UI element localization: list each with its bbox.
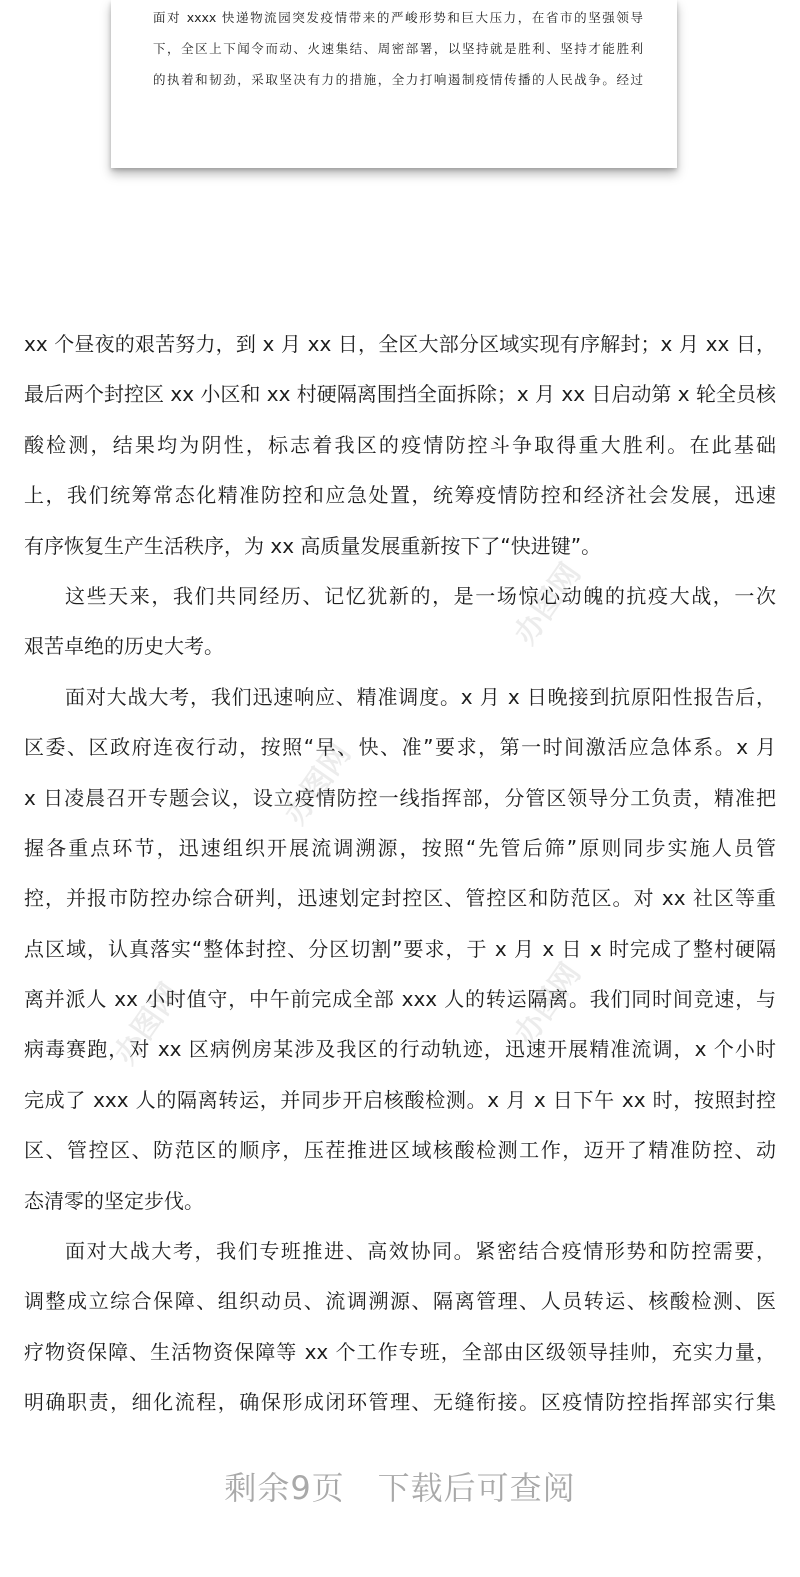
preview-line: 面对 xxxx 快递物流园突发疫情带来的严峻形势和巨大压力，在省市的坚强领导 bbox=[153, 10, 643, 25]
body-line: 面对大战大考，我们迅速响应、精准调度。x 月 x 日晚接到抗原阳性报告后， bbox=[65, 684, 776, 709]
watermark: 办图网 bbox=[107, 977, 189, 1071]
body-line: 区、管控区、防范区的顺序，压茬推进区域核酸检测工作，迈开了精准防控、动 bbox=[24, 1138, 776, 1163]
body-line: xx 个昼夜的艰苦努力，到 x 月 xx 日，全区大部分区域实现有序解封；x 月 xx 日， bbox=[24, 332, 776, 356]
body-line: 完成了 xxx 人的隔离转运，并同步开启核酸检测。x 月 x 日下午 xx 时，按照封控 bbox=[24, 1087, 776, 1112]
body-line: 有序恢复生产生活秩序，为 xx 高质量发展重新按下了“快进键”。 bbox=[24, 533, 602, 558]
body-line: 控，并报市防控办综合研判，迅速划定封控区、管控区和防范区。对 xx 社区等重 bbox=[24, 886, 776, 911]
body-line: 艰苦卓绝的历史大考。 bbox=[24, 634, 224, 659]
document-preview-card bbox=[111, 0, 677, 168]
watermark: 办图网 bbox=[507, 957, 589, 1051]
body-line: x 日凌晨召开专题会议，设立疫情防控一线指挥部，分管区领导分工负责，精准把 bbox=[24, 785, 776, 810]
body-line: 酸检测，结果均为阴性，标志着我区的疫情防控斗争取得重大胜利。在此基础 bbox=[24, 432, 776, 457]
remaining-pages-notice[interactable]: 剩余9页 下载后可查阅 bbox=[224, 1469, 576, 1507]
body-line: 上，我们统筹常态化精准防控和应急处置，统筹疫情防控和经济社会发展，迅速 bbox=[24, 483, 776, 508]
document-body bbox=[24, 319, 776, 1428]
body-line: 明确职责，细化流程，确保形成闭环管理、无缝衔接。区疫情防控指挥部实行集 bbox=[24, 1390, 776, 1415]
body-line: 调整成立综合保障、组织动员、流调溯源、隔离管理、人员转运、核酸检测、医 bbox=[24, 1289, 776, 1314]
preview-line: 下，全区上下闻令而动、火速集结、周密部署，以坚持就是胜利、坚持才能胜利 bbox=[153, 41, 643, 56]
body-line: 病毒赛跑，对 xx 区病例房某涉及我区的行动轨迹，迅速开展精准流调，x 个小时 bbox=[24, 1037, 776, 1062]
body-line: 态清零的坚定步伐。 bbox=[24, 1188, 204, 1213]
watermark: 办图网 bbox=[277, 737, 359, 831]
preview-paragraph bbox=[153, 2, 643, 95]
watermark: 办图网 bbox=[507, 557, 589, 651]
body-line: 握各重点环节，迅速组织开展流调溯源，按照“先管后筛”原则同步实施人员管 bbox=[24, 835, 776, 860]
body-line: 面对大战大考，我们专班推进、高效协同。紧密结合疫情形势和防控需要， bbox=[65, 1239, 776, 1264]
body-line: 离并派人 xx 小时值守，中午前完成全部 xxx 人的转运隔离。我们同时间竞速，与 bbox=[24, 987, 776, 1012]
body-line: 区委、区政府连夜行动，按照“早、快、准”要求，第一时间激活应急体系。x 月 bbox=[24, 735, 776, 760]
body-line: 疗物资保障、生活物资保障等 xx 个工作专班，全部由区级领导挂帅，充实力量， bbox=[24, 1339, 776, 1364]
preview-line: 的执着和韧劲，采取坚决有力的措施，全力打响遏制疫情传播的人民战争。经过 bbox=[153, 72, 643, 87]
body-line: 最后两个封控区 xx 小区和 xx 村硬隔离围挡全面拆除；x 月 xx 日启动第 x 轮全员核 bbox=[24, 382, 776, 407]
body-line: 点区域，认真落实“整体封控、分区切割”要求，于 x 月 x 日 x 时完成了整村硬隔 bbox=[24, 936, 776, 961]
body-line: 这些天来，我们共同经历、记忆犹新的，是一场惊心动魄的抗疫大战，一次 bbox=[65, 583, 776, 608]
